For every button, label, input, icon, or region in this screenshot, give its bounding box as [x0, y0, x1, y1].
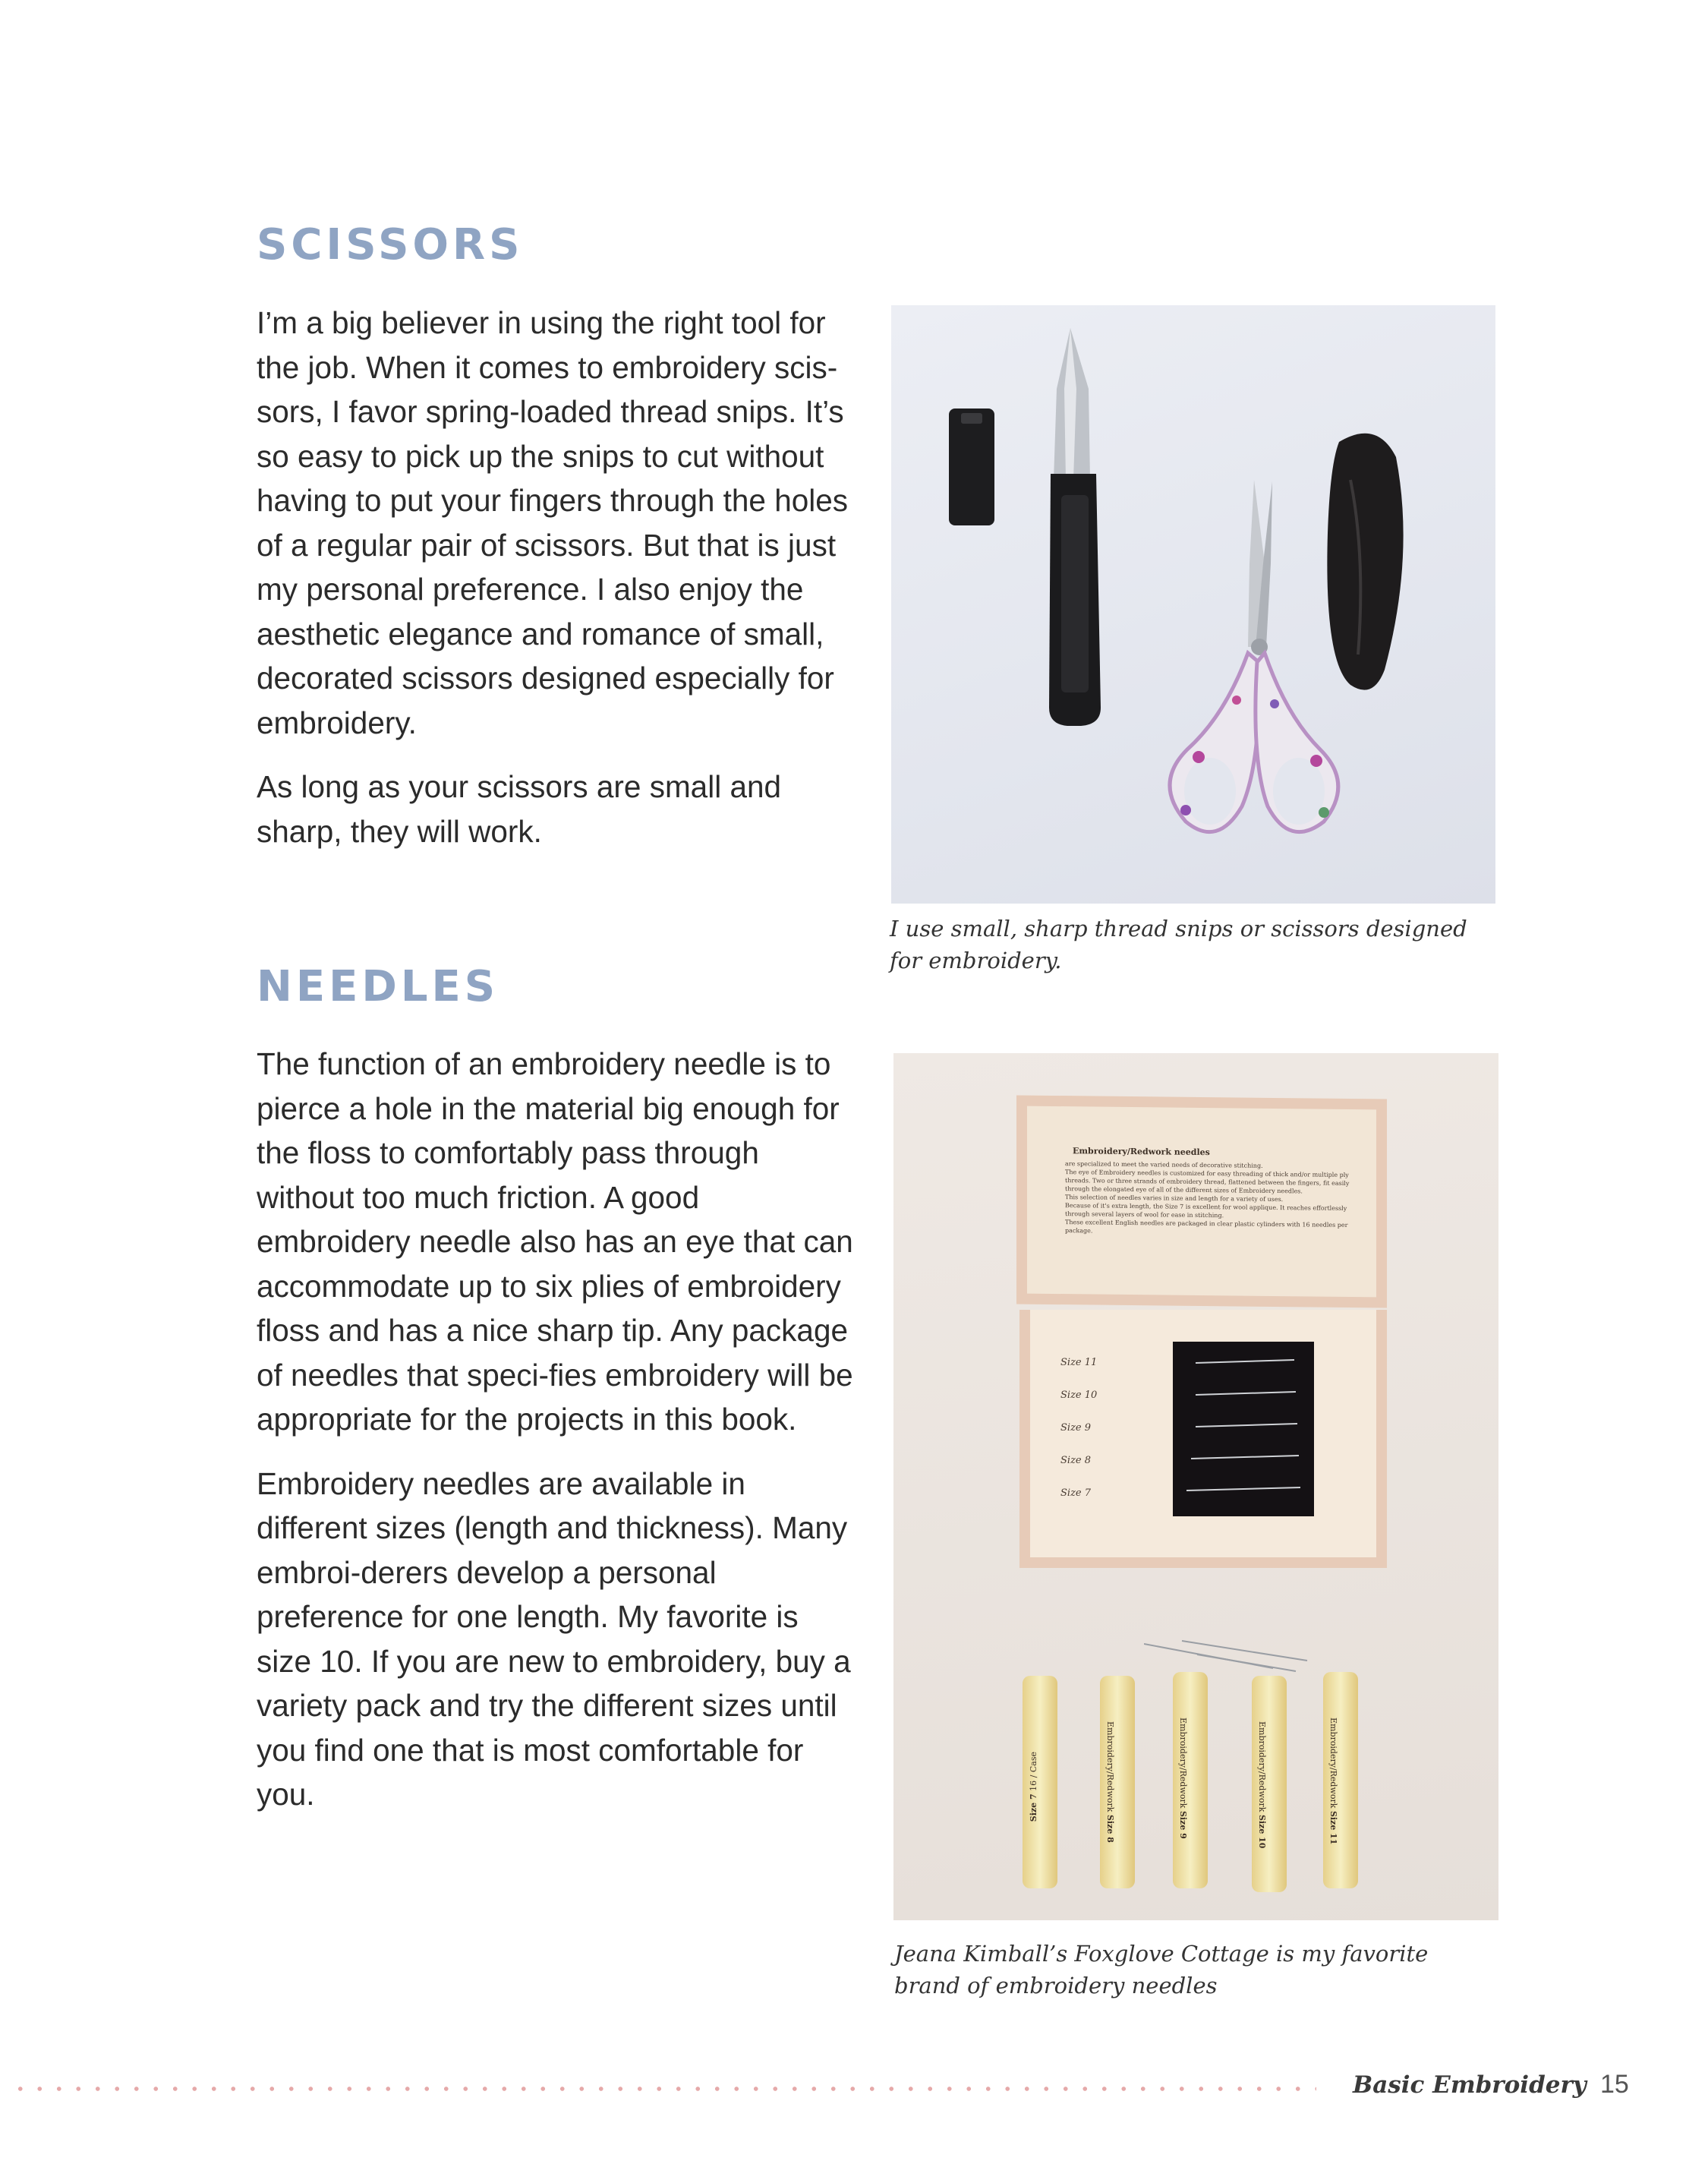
footer-dotted-rule: [11, 2086, 1316, 2092]
tube-sublabel: Size 8: [1105, 1814, 1115, 1843]
needle-tube: [1173, 1672, 1208, 1888]
needle-tube: [1252, 1676, 1287, 1892]
tube-label: Embroidery/Redwork: [1257, 1721, 1267, 1812]
footer-chapter-title: Basic Embroidery: [1353, 2071, 1587, 2099]
needles-paragraph-2: Embroidery needles are available in different sizes (length and thickness). Many embroi-derers develop a personal preference for one length. My favorite is size 10. If you are new to embroidery, buy a variety pack and try the different sizes until you find one that is most comfortable for you.: [257, 1465, 851, 1812]
tube-label: Embroidery/Redwork: [1105, 1721, 1115, 1812]
section-heading-scissors: SCISSORS: [257, 220, 524, 270]
scissors-photo-caption: I use small, sharp thread snips or scissors designed for embroidery.: [890, 916, 1467, 973]
tube-label: Embroidery/Redwork: [1178, 1718, 1188, 1809]
tube-sublabel: Size 9: [1178, 1810, 1188, 1839]
scissors-paragraph-1: I’m a big believer in using the right tool for the job. When it comes to embroidery scis-sors, I favor spring-loaded thread snips. It’s so easy to pick up the snips to cut without having to put your fingers through the holes of a regular pair of scissors. But that is just my personal preference. I also enjoy the aesthetic elegance and romance of small, decorated scissors designed especially for embroidery.: [257, 305, 849, 740]
tube-label: Size 7: [1029, 1793, 1038, 1822]
needles-photo: [893, 1053, 1498, 1920]
size-label: Size 10: [1060, 1390, 1098, 1401]
size-label: Size 8: [1060, 1455, 1092, 1466]
tube-label: Embroidery/Redwork: [1328, 1718, 1338, 1809]
needle-felt: [1173, 1342, 1314, 1516]
needle-card-line: This selection of needles varies in size and length for a variety of uses.: [1065, 1194, 1284, 1203]
needle-card-line: The eye of Embroidery needles is customized for easy threading of thick and/or multiple ply threads. Two or three strands of embroidery thread, flattened between the fingers, fit easily through the elongated eye of all of the different sizes of Embroidery needles.: [1065, 1169, 1350, 1195]
needles-paragraph-1: The function of an embroidery needle is to pierce a hole in the material big enough for the floss to comfortably pass through without too much friction. A good embroidery needle also has an eye that can accommodate up to six plies of embroidery floss and has a nice sharp tip. Any package of needles that speci-fies embroidery will be appropriate for the projects in this book.: [257, 1046, 853, 1437]
needle-card-line: Because of it's extra length, the Size 7 is excellent for wool applique. It reaches effortlessly through several layers of wool for ease in stitching.: [1065, 1202, 1347, 1219]
page-number: 15: [1600, 2070, 1629, 2099]
needle-card-line: These excellent English needles are packaged in clear plastic cylinders with 16 needles per package.: [1065, 1219, 1348, 1235]
size-label: Size 11: [1060, 1357, 1098, 1368]
scissors-photo: [891, 305, 1495, 904]
needle-card-top: [1016, 1095, 1387, 1308]
snip-cap-icon: [949, 409, 994, 525]
tube-sublabel: 16 / Case: [1029, 1752, 1038, 1791]
scissor-sheath-icon: [1327, 434, 1403, 690]
scissors-body: [257, 301, 856, 853]
needle-card-title: Embroidery/Redwork needles: [1073, 1146, 1210, 1158]
section-heading-needles: NEEDLES: [257, 962, 499, 1011]
loose-needles-icon: [1144, 1638, 1311, 1683]
needles-on-felt-icon: [1173, 1342, 1314, 1516]
needle-tube: [1023, 1676, 1057, 1888]
tube-sublabel: Size 10: [1257, 1814, 1267, 1849]
scissors-illustration: [891, 305, 1495, 904]
needle-card-text: [1065, 1159, 1353, 1238]
size-label: Size 9: [1060, 1422, 1092, 1434]
needle-card-line: are specialized to meet the varied needs of decorative stitching.: [1065, 1160, 1263, 1169]
needle-tube: [1100, 1676, 1135, 1888]
tube-sublabel: Size 11: [1328, 1810, 1338, 1845]
needle-tube: [1323, 1672, 1358, 1888]
size-label: Size 7: [1060, 1487, 1092, 1499]
needles-body: [257, 1042, 856, 1817]
scissors-paragraph-2: As long as your scissors are small and sharp, they will work.: [257, 769, 782, 849]
needles-photo-caption: Jeana Kimball’s Foxglove Cottage is my favorite brand of embroidery needles: [894, 1941, 1429, 1998]
needle-card-bottom: [1019, 1310, 1387, 1568]
